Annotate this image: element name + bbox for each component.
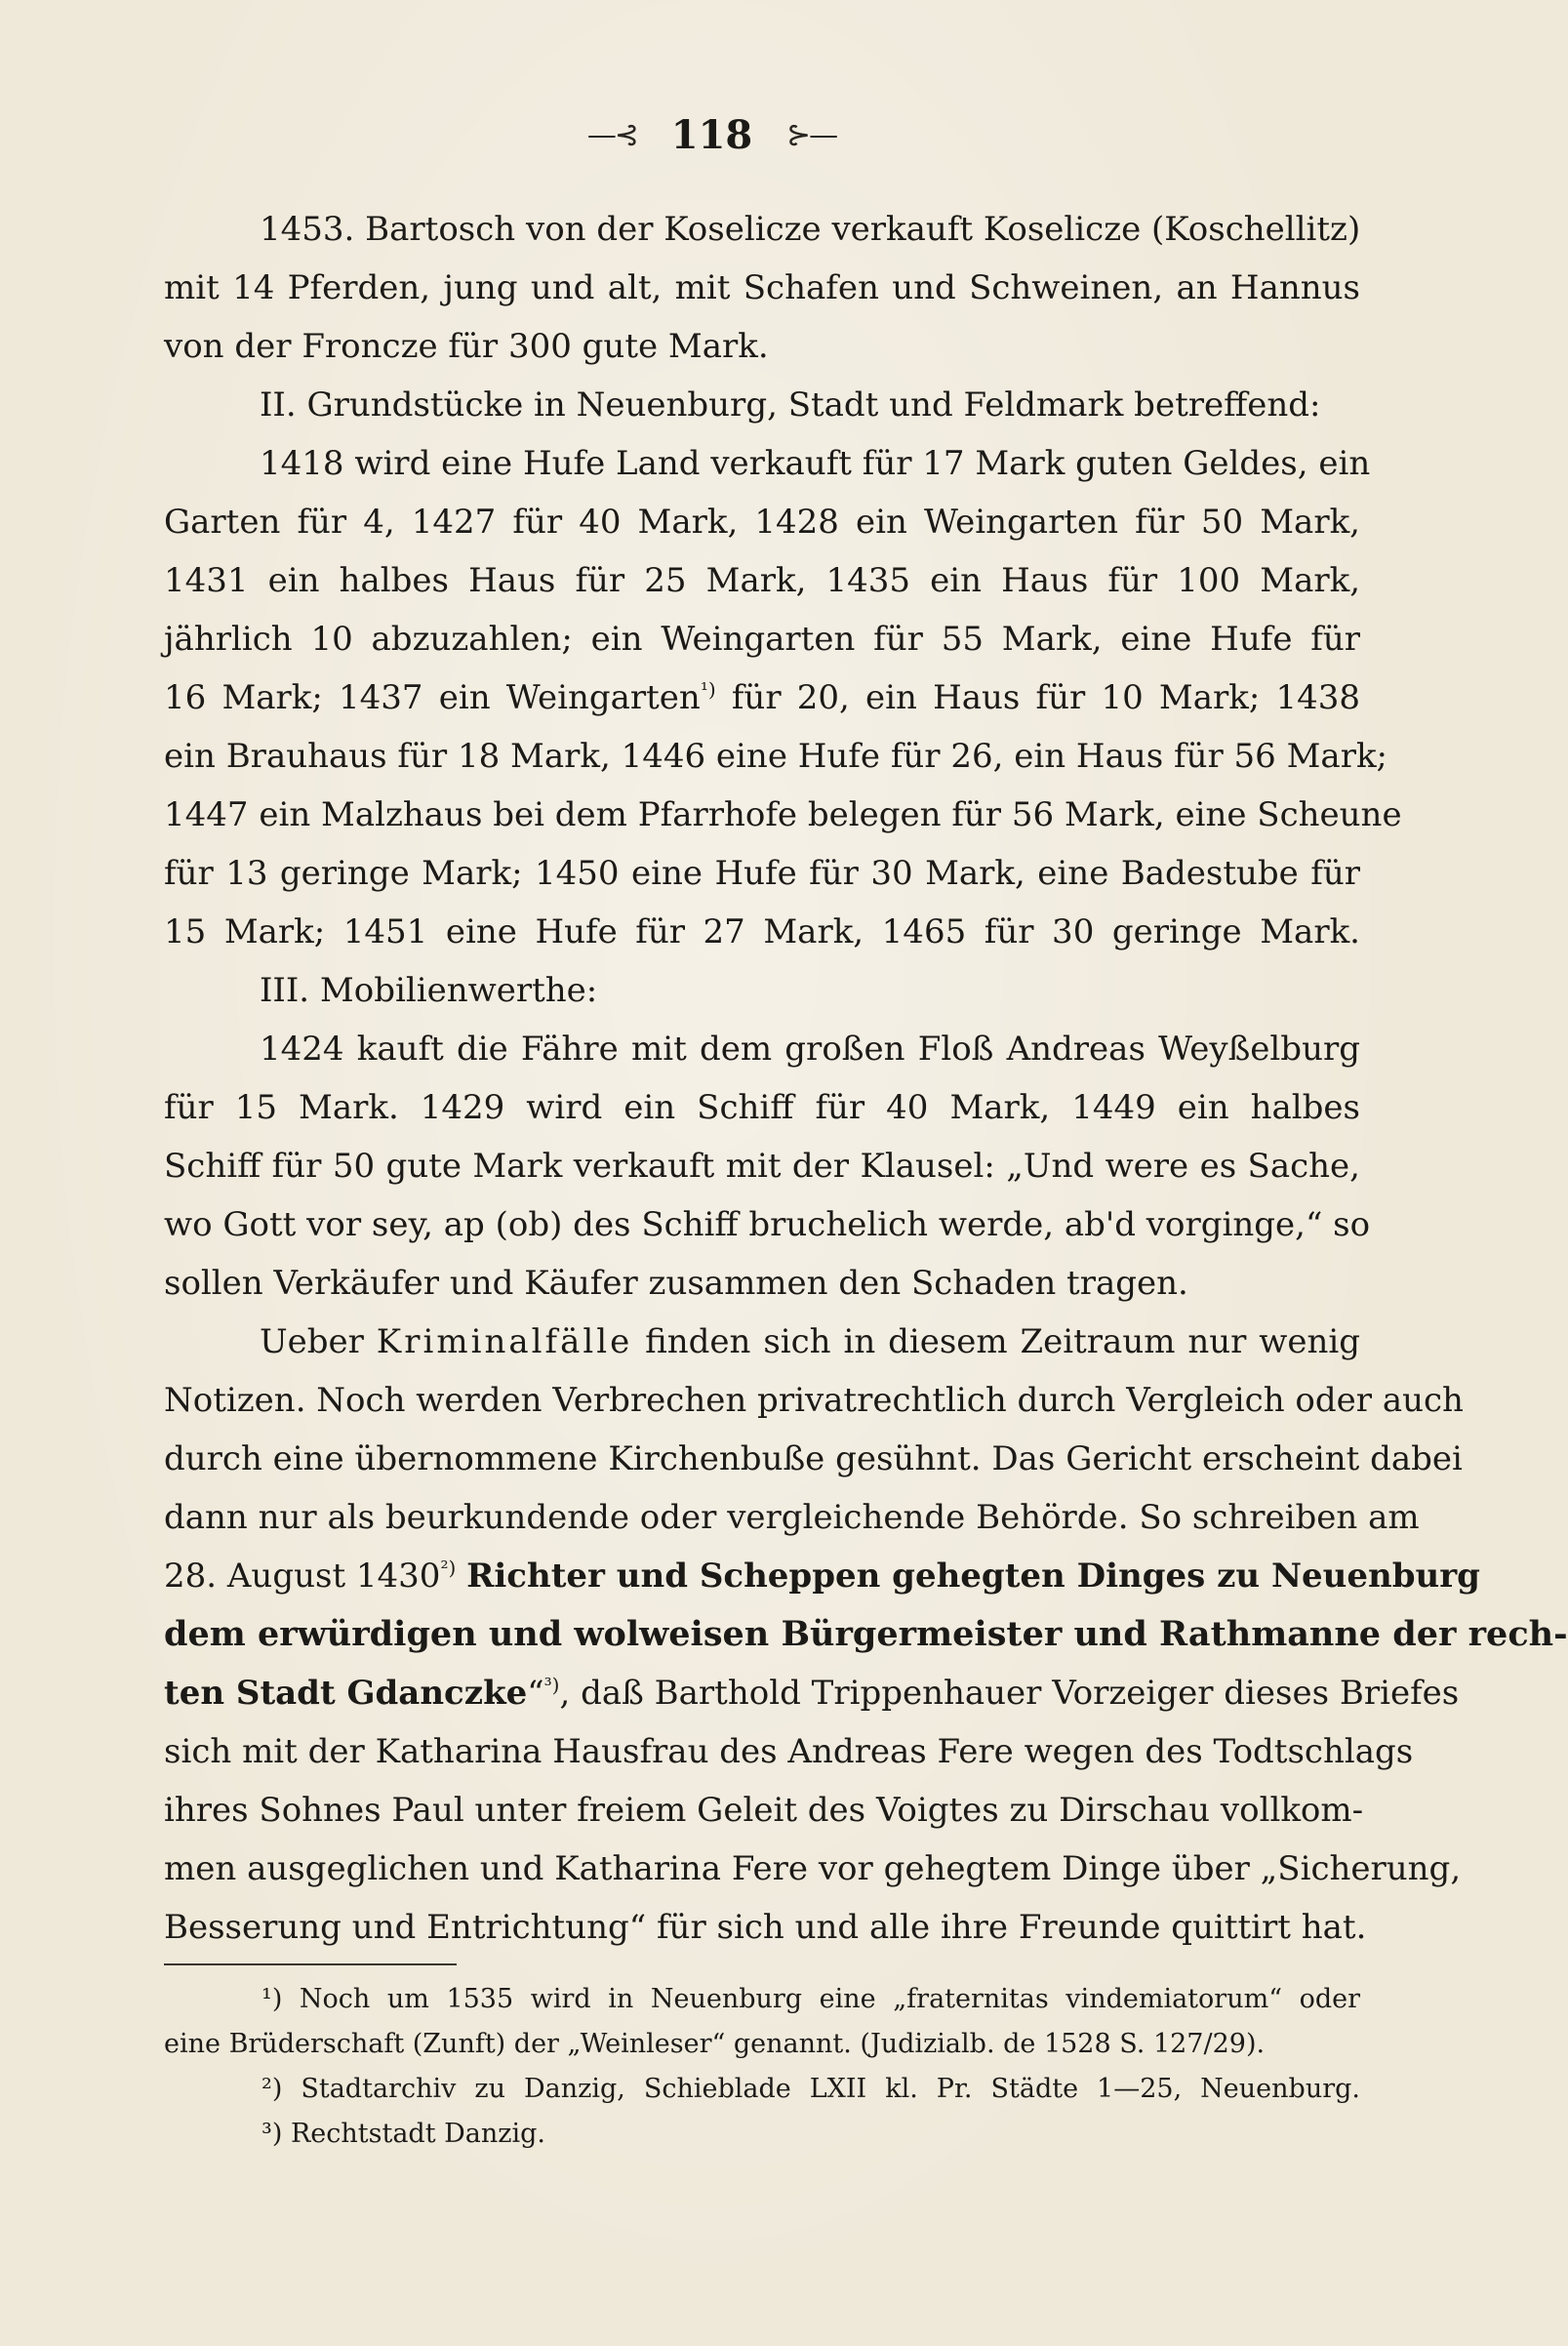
text-line: ein Brauhaus für 18 Mark, 1446 eine Hufe für 26, ein Haus für 56 Mark; bbox=[164, 737, 1388, 776]
footnote-2: ²) Stadtarchiv zu Danzig, Schieblade LXII kl. Pr. Städte 1—25, Neuenburg. bbox=[261, 2074, 1360, 2104]
footnotes bbox=[164, 1977, 1360, 2157]
text-segment: 16 Mark; 1437 ein Weingarten bbox=[164, 678, 701, 717]
text-line: 1424 kauft die Fähre mit dem großen Floß Andreas Weyßelburg bbox=[260, 1030, 1360, 1069]
text-line: 15 Mark; 1451 eine Hufe für 27 Mark, 1465 für 30 geringe Mark. bbox=[164, 912, 1360, 951]
spaced-term-kriminalfaelle: Kriminalfälle bbox=[376, 1322, 633, 1361]
text-segment: Ueber bbox=[260, 1322, 364, 1361]
text-line: 1431 ein halbes Haus für 25 Mark, 1435 ein Haus für 100 Mark, bbox=[164, 561, 1360, 600]
text-line: 1447 ein Malzhaus bei dem Pfarrhofe belegen für 56 Mark, eine Scheune bbox=[164, 795, 1402, 834]
footnote-1-cont: eine Brüderschaft (Zunft) der „Weinleser“ genannt. (Judizialb. de 1528 S. 127/29). bbox=[164, 2029, 1266, 2059]
text-line: Besserung und Entrichtung“ für sich und alle ihre Freunde quittirt hat. bbox=[164, 1908, 1367, 1947]
page-body bbox=[164, 200, 1568, 1957]
footnote-3: ³) Rechtstadt Danzig. bbox=[261, 2119, 545, 2149]
closing-quote: “ bbox=[527, 1674, 544, 1713]
text-line bbox=[164, 1664, 1460, 1722]
section-heading-grundstuecke: II. Grundstücke in Neuenburg, Stadt und Feldmark betreffend: bbox=[260, 385, 1321, 425]
section-heading-mobilien: III. Mobilienwerthe: bbox=[260, 971, 598, 1010]
footnote-divider bbox=[164, 1963, 457, 1965]
text-line bbox=[164, 1313, 1360, 1371]
text-line: sollen Verkäufer und Käufer zusammen den Schaden tragen. bbox=[164, 1264, 1188, 1303]
text-line: dann nur als beurkundende oder vergleichende Behörde. So schreiben am bbox=[164, 1498, 1420, 1537]
text-line: Garten für 4, 1427 für 40 Mark, 1428 ein Weingarten für 50 Mark, bbox=[164, 503, 1360, 542]
text-line: jährlich 10 abzuzahlen; ein Weingarten für 55 Mark, eine Hufe für bbox=[164, 620, 1360, 659]
text-line: men ausgeglichen und Katharina Fere vor gehegtem Dinge über „Sicherung, bbox=[164, 1849, 1462, 1888]
right-ornament: ⊱— bbox=[785, 118, 837, 152]
text-line: mit 14 Pferden, jung und alt, mit Schafen und Schweinen, an Hannus bbox=[164, 268, 1360, 307]
quoted-address-line: dem erwürdigen und wolweisen Bürgermeister und Rathmanne der rech- bbox=[164, 1614, 1568, 1654]
text-line bbox=[164, 668, 1360, 727]
text-line: wo Gott vor sey, ap (ob) des Schiff bruchelich werde, ab'd vorginge,“ so bbox=[164, 1205, 1371, 1244]
text-segment: , daß Barthold Trippenhauer Vorzeiger dieses Briefes bbox=[559, 1674, 1460, 1713]
text-line: 1453. Bartosch von der Koselicze verkauft Koselicze (Koschellitz) bbox=[260, 210, 1361, 249]
text-line: von der Froncze für 300 gute Mark. bbox=[164, 327, 769, 366]
footnote-ref-2: ²) bbox=[440, 1556, 457, 1580]
text-line: für 13 geringe Mark; 1450 eine Hufe für 30 Mark, eine Badestube für bbox=[164, 854, 1360, 893]
text-line: durch eine übernommene Kirchenbuße gesühnt. Das Gericht erscheint dabei bbox=[164, 1439, 1463, 1478]
text-line: Schiff für 50 gute Mark verkauft mit der Klausel: „Und were es Sache, bbox=[164, 1147, 1360, 1186]
footnote-ref-3: ³) bbox=[543, 1673, 560, 1697]
footnote-ref-1: ¹) bbox=[700, 677, 716, 702]
left-ornament: —⊰ bbox=[586, 118, 638, 152]
quoted-address: Richter und Scheppen gehegten Dinges zu Neuenburg bbox=[466, 1557, 1480, 1596]
text-segment: für 20, ein Haus für 10 Mark; 1438 bbox=[715, 678, 1360, 717]
text-line: Notizen. Noch werden Verbrechen privatrechtlich durch Vergleich oder auch bbox=[164, 1381, 1464, 1420]
quoted-address-end: ten Stadt Gdanczke bbox=[164, 1674, 528, 1713]
text-segment: 28. August 1430 bbox=[164, 1557, 441, 1596]
page-number: 118 bbox=[670, 112, 753, 158]
text-segment: finden sich in diesem Zeitraum nur wenig bbox=[645, 1322, 1361, 1361]
text-line bbox=[164, 1547, 1480, 1605]
text-line: 1418 wird eine Hufe Land verkauft für 17 Mark guten Geldes, ein bbox=[260, 444, 1371, 483]
text-line: sich mit der Katharina Hausfrau des Andreas Fere wegen des Todtschlags bbox=[164, 1732, 1414, 1771]
text-line: für 15 Mark. 1429 wird ein Schiff für 40 Mark, 1449 ein halbes bbox=[164, 1088, 1360, 1127]
footnote-1: ¹) Noch um 1535 wird in Neuenburg eine „fraternitas vindemiatorum“ oder bbox=[261, 1984, 1360, 2014]
page-header bbox=[0, 109, 1424, 159]
text-line: ihres Sohnes Paul unter freiem Geleit des Voigtes zu Dirschau vollkom- bbox=[164, 1791, 1364, 1830]
